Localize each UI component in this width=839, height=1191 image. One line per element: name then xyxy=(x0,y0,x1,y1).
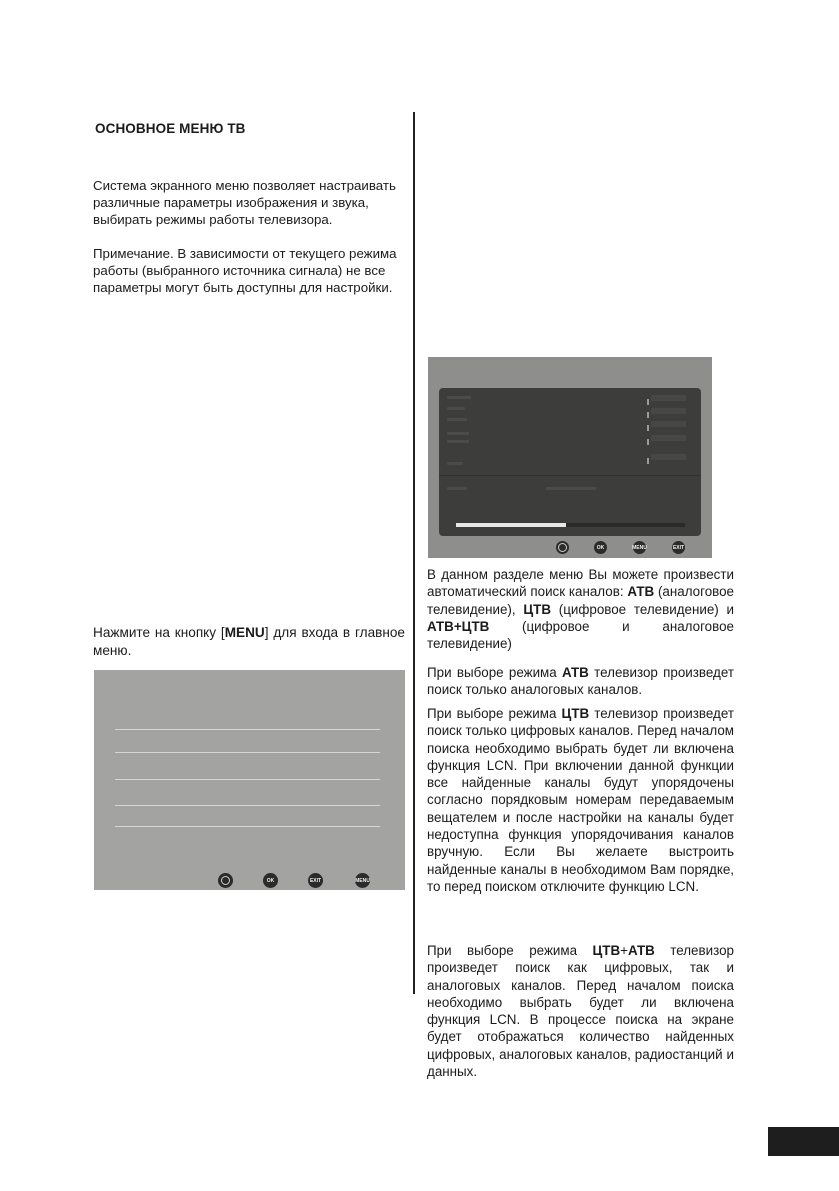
atv-term: АТВ xyxy=(627,584,655,600)
scan-row-marker xyxy=(647,439,649,445)
scan-row-marker xyxy=(647,399,649,405)
scan-status-value xyxy=(546,487,596,490)
scan-row-value xyxy=(651,435,686,441)
ok-button-icon: OK xyxy=(263,873,278,888)
scan-progress-bar xyxy=(456,523,685,527)
scan-progress-fill xyxy=(456,523,566,527)
page-title: ОСНОВНОЕ МЕНЮ ТВ xyxy=(95,121,246,136)
menu-instruction xyxy=(93,624,405,660)
scan-row-label xyxy=(447,418,467,421)
scan-row-value xyxy=(651,454,686,460)
menu-button-icon: MENU xyxy=(355,873,370,888)
both-mode-term-b: АТВ xyxy=(627,943,655,958)
atv-mode-paragraph xyxy=(427,664,734,699)
scan-separator xyxy=(439,475,701,476)
both-description: (цифровое и аналоговое телевидение) xyxy=(427,618,734,652)
dtv-mode-text-after: телевизор произведет поиск только цифровых каналов. Перед началом поиска необходимо выбрать будет ли включена функция LCN. При включении данной функции все найденные каналы будут упорядочены согласно порядковым номерам передаваемым вещателем и после настройки на каналы будет недоступна функция упорядочивания каналов вручную. Если Вы желаете выстроить найденные каналы в необходимом Вам порядке, то перед поиском отключите функцию LCN. xyxy=(427,706,734,894)
menu-row-line xyxy=(115,729,380,730)
both-mode-text: При выборе режима xyxy=(427,943,593,958)
menu-key-label: MENU xyxy=(224,625,265,640)
dtv-term: ЦТВ xyxy=(523,601,551,617)
scan-row-value xyxy=(651,421,686,427)
both-mode-paragraph xyxy=(427,942,734,1080)
scan-row-value xyxy=(651,408,686,414)
atv-mode-text: При выборе режима xyxy=(427,665,562,680)
scan-panel xyxy=(439,388,701,536)
menu-button-icon: MENU xyxy=(633,541,646,554)
atv-mode-text-after: телевизор произведет поиск только аналоговых каналов. xyxy=(427,665,734,698)
dtv-mode-text: При выборе режима xyxy=(427,706,562,721)
dtv-mode-paragraph xyxy=(427,705,734,895)
scan-row-label xyxy=(447,462,463,465)
navigation-pad-icon xyxy=(218,873,233,888)
menu-row-line xyxy=(115,826,380,827)
channel-scan-screenshot xyxy=(428,357,712,558)
scan-row-value xyxy=(651,395,686,401)
page-number-tab xyxy=(768,1127,839,1156)
auto-search-text: В данном разделе меню Вы можете произвести автоматический поиск каналов: xyxy=(427,567,734,600)
scan-row-marker xyxy=(647,425,649,431)
menu-row-line xyxy=(115,752,380,753)
exit-button-icon: EXIT xyxy=(672,541,685,554)
navigation-pad-icon xyxy=(556,541,569,554)
note-paragraph: Примечание. В зависимости от текущего режима работы (выбранного источника сигнала) не все параметры могут быть доступны для настройки. xyxy=(93,246,397,296)
scan-row-label xyxy=(447,407,465,410)
auto-search-paragraph xyxy=(427,566,734,652)
both-term: АТВ+ЦТВ xyxy=(427,618,490,634)
column-divider xyxy=(413,112,415,994)
dtv-description: (цифровое телевидение) и xyxy=(551,601,734,617)
exit-button-icon: EXIT xyxy=(308,873,323,888)
scan-row-label xyxy=(447,440,469,443)
both-mode-term-a: ЦТВ xyxy=(592,943,621,958)
scan-row-marker xyxy=(647,458,649,464)
atv-description: (аналоговое телевидение), xyxy=(427,584,735,617)
scan-status-label xyxy=(447,487,467,490)
dtv-mode-term: ЦТВ xyxy=(561,706,590,721)
menu-instruction-after: ] для входа в главное меню. xyxy=(93,625,405,658)
intro-paragraph: Система экранного меню позволяет настраивать различные параметры изображения и звука, выбирать режимы работы телевизора. xyxy=(93,178,396,228)
atv-mode-term: АТВ xyxy=(562,665,589,680)
main-menu-screenshot xyxy=(94,670,405,890)
menu-row-line xyxy=(115,779,380,780)
menu-row-line xyxy=(115,805,380,806)
scan-row-label xyxy=(447,432,469,435)
both-mode-plus: + xyxy=(620,943,628,958)
scan-row-label xyxy=(447,396,471,399)
menu-instruction-before: Нажмите на кнопку [ xyxy=(93,625,225,640)
ok-button-icon: OK xyxy=(594,541,607,554)
scan-row-marker xyxy=(647,412,649,418)
both-mode-text-after: телевизор произведет поиск как цифровых, так и аналоговых каналов. Перед началом поиска необходимо выбрать будет ли включена функция LCN. В процессе поиска на экране будет отображаться количество найденных цифровых, аналоговых каналов, радиостанций и данных. xyxy=(427,943,734,1080)
